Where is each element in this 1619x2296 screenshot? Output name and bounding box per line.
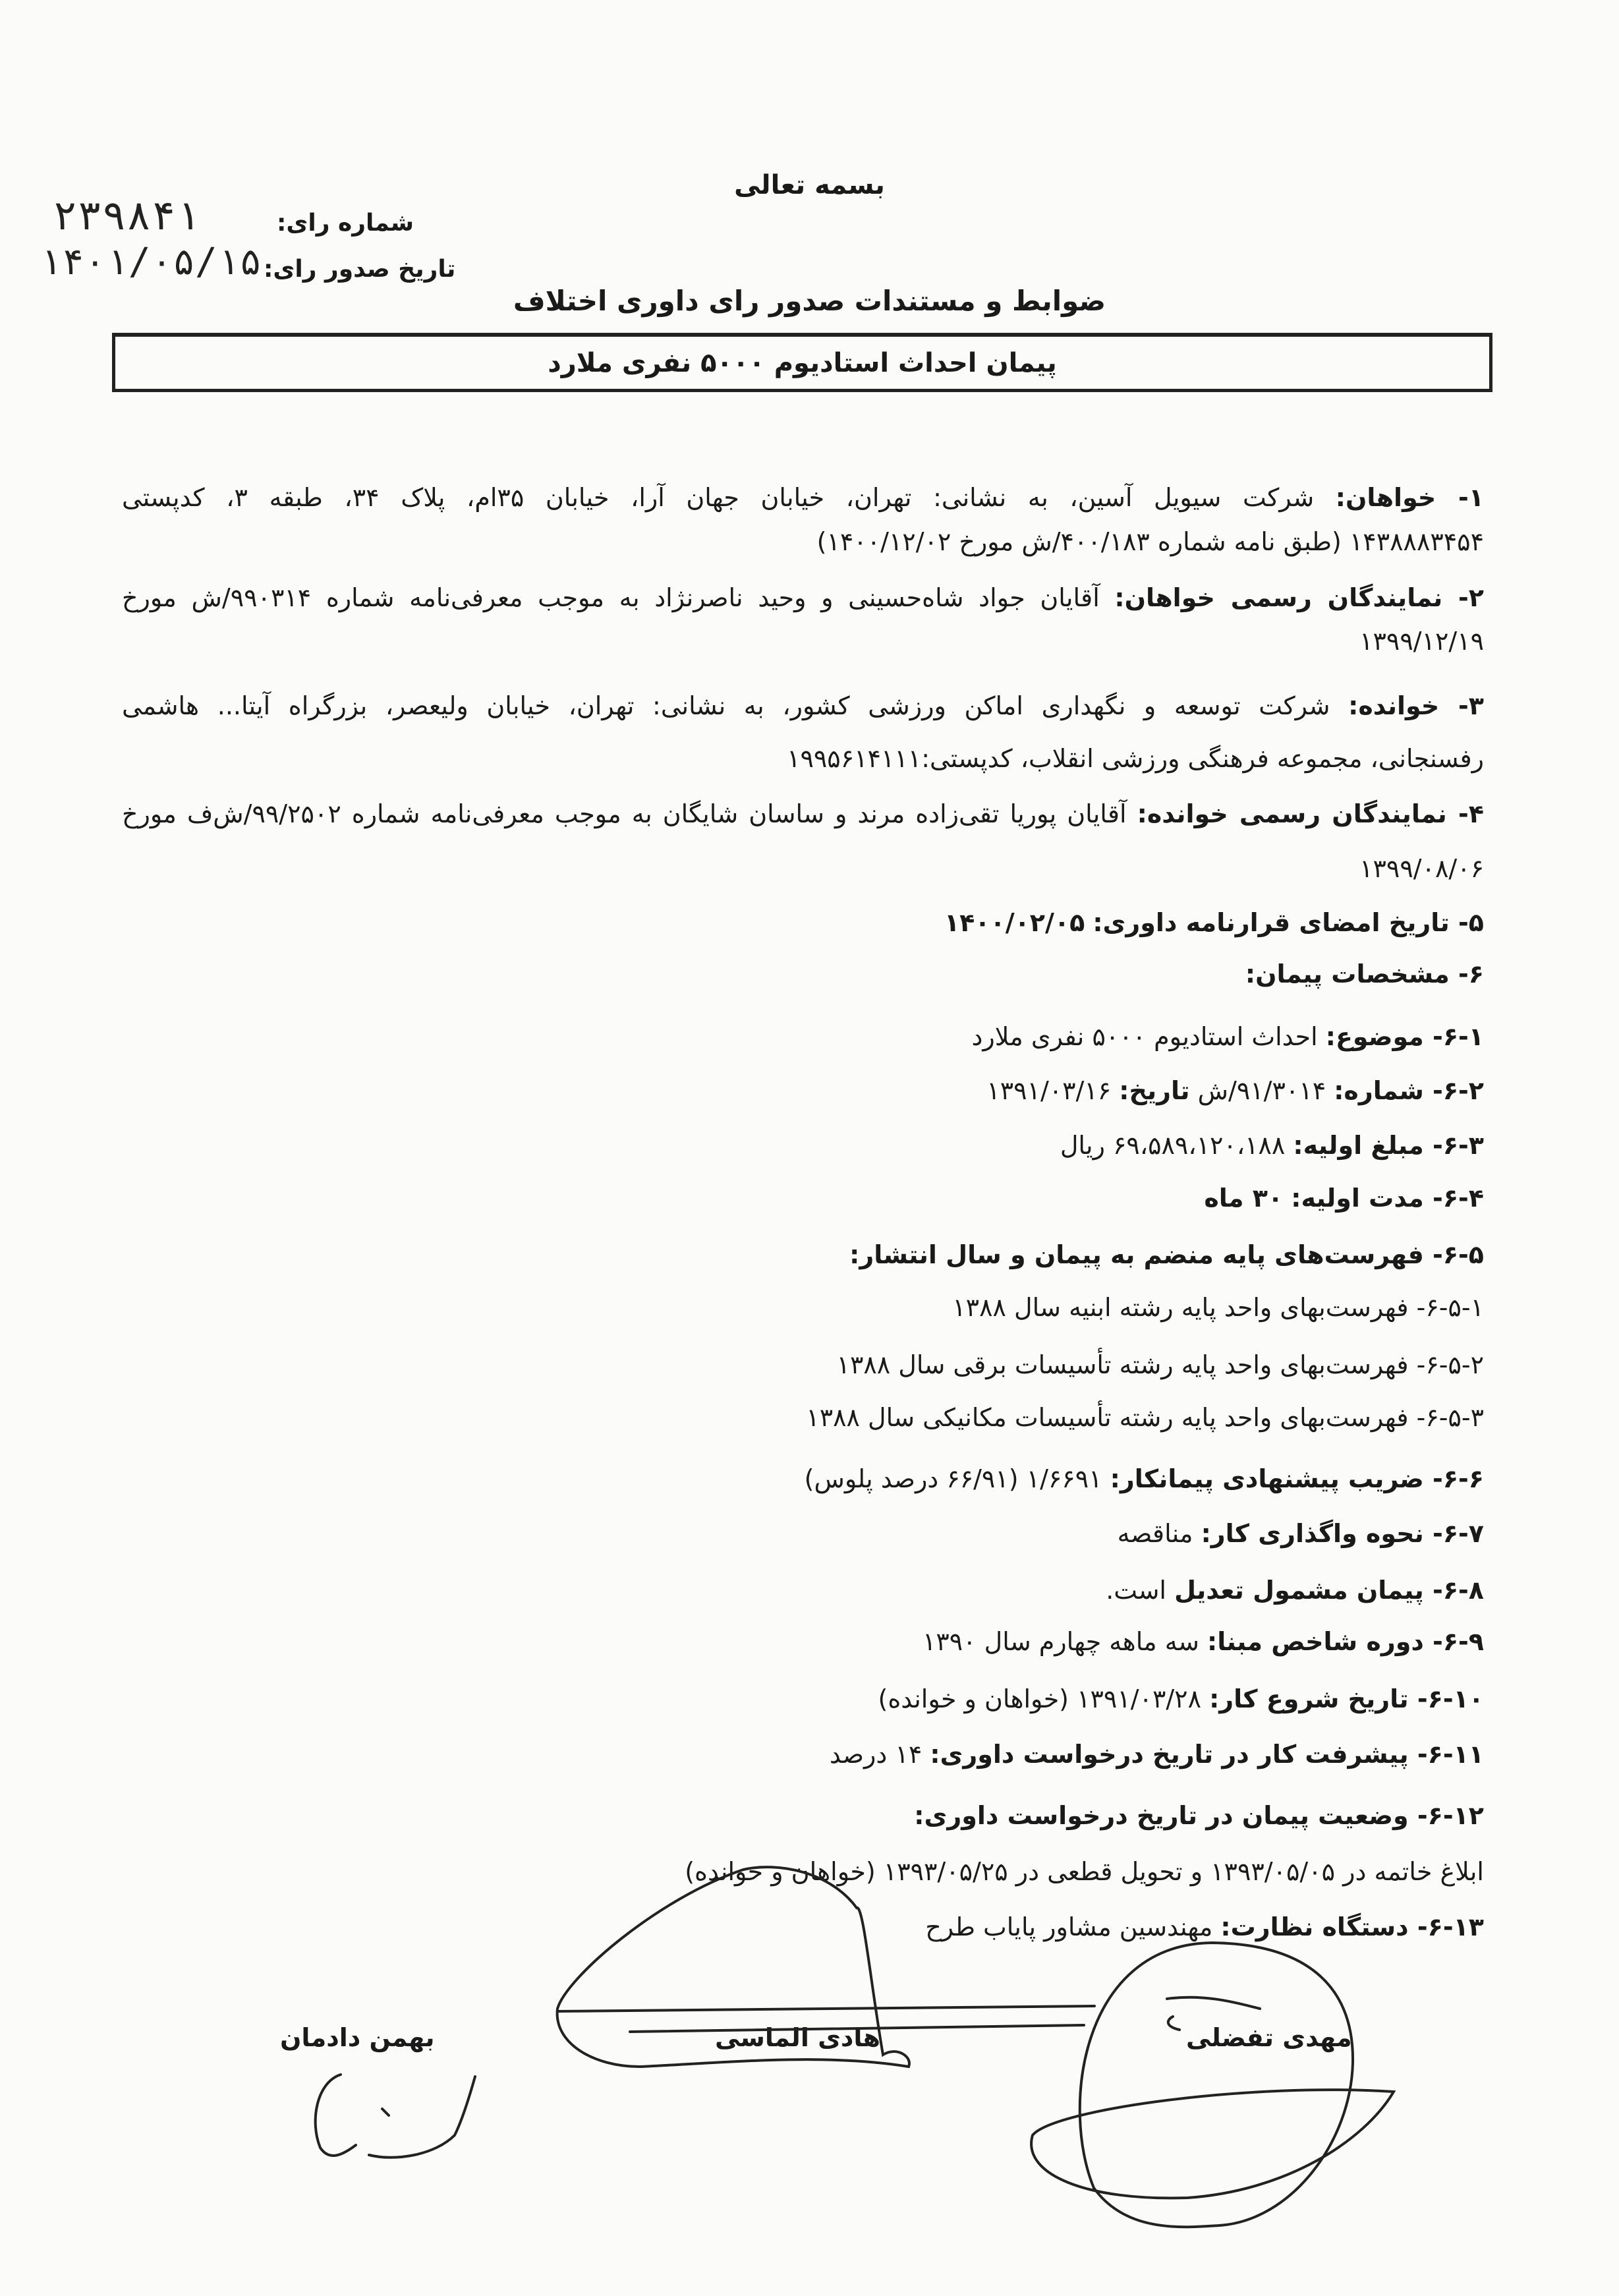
work-progress (830, 1735, 1484, 1774)
amount-value: ۶۹،۵۸۹،۱۲۰،۱۸۸ ریال (1060, 1131, 1286, 1160)
claimant-reps-label: ۲- نمایندگان رسمی خواهان: (1114, 583, 1484, 612)
progress-value: ۱۴ درصد (829, 1740, 923, 1769)
claimant-reps-text: آقایان جواد شاه‌حسینی و وحید ناصرنژاد به موجب معرفی‌نامه شماره ۹۹۰۳۱۴/ش مورخ (122, 583, 1100, 612)
base-index-period (923, 1622, 1484, 1661)
agreement-date-value: ۱۴۰۰/۰۲/۰۵ (944, 908, 1085, 937)
respondent-line-2: رفسنجانی، مجموعه فرهنگی ورزشی انقلاب، کدپستی:۱۹۹۵۶۱۴۱۱۱ (787, 744, 1484, 773)
respondent-line-1 (122, 686, 1484, 726)
price-lists-heading (849, 1235, 1484, 1275)
invocation: بسمه تعالی (734, 170, 885, 200)
coefficient-value: ۱/۶۶۹۱ (۶۶/۹۱ درصد پلوس) (804, 1464, 1102, 1493)
respondent-reps-line-1 (122, 794, 1484, 834)
ruling-number-value: ۲۳۹۸۴۱ (53, 191, 200, 239)
supervisor-value: مهندسین مشاور پایاب طرح (925, 1912, 1213, 1941)
ruling-date-label: تاریخ صدور رای: (264, 256, 456, 283)
amount-label: ۶-۳- مبلغ اولیه: (1293, 1131, 1484, 1160)
price-list-item: ۶-۵-۱- فهرست‌بهای واحد پایه رشته ابنیه سال ۱۳۸۸ (952, 1293, 1484, 1322)
price-lists-label: ۶-۵- فهرست‌های پایه منضم به پیمان و سال انتشار: (849, 1240, 1484, 1269)
base-index-value: سه ماهه چهارم سال ۱۳۹۰ (922, 1627, 1199, 1656)
claimant-reps-line-2: ۱۳۹۹/۱۲/۱۹ (1359, 627, 1484, 656)
claimant-reps-line-1 (122, 578, 1484, 617)
agreement-date-label: ۵- تاریخ امضای قرارنامه داوری: (1093, 908, 1484, 937)
claimant-label: ۱- خواهان: (1335, 483, 1485, 512)
date-value: ۱۳۹۱/۰۳/۱۶ (986, 1076, 1112, 1105)
award-method-value: مناقصه (1117, 1519, 1193, 1548)
contract-specs-label: ۶- مشخصات پیمان: (1245, 960, 1484, 989)
status-label: ۶-۱۲- وضعیت پیمان در تاریخ درخواست داوری: (914, 1801, 1484, 1830)
award-method-label: ۶-۷- نحوه واگذاری کار: (1201, 1519, 1484, 1548)
arbitration-agreement-date (944, 903, 1484, 942)
start-date-value: ۱۳۹۱/۰۳/۲۸ (خواهان و خوانده) (878, 1684, 1201, 1713)
respondent-reps-line-2: ۱۳۹۹/۰۸/۰۶ (1359, 854, 1484, 883)
contract-title: پیمان احداث استادیوم ۵۰۰۰ نفری ملارد (548, 348, 1057, 378)
contract-title-box (112, 333, 1492, 392)
base-index-label: ۶-۹- دوره شاخص مبنا: (1207, 1627, 1484, 1656)
contract-number (986, 1071, 1484, 1110)
duration-label: ۶-۴- مدت اولیه: (1291, 1184, 1484, 1213)
subject-value: احداث استادیوم ۵۰۰۰ نفری ملارد (971, 1022, 1318, 1051)
contract-status-heading (914, 1796, 1484, 1835)
signatory-name: بهمن دادمان (280, 2023, 435, 2052)
document-title: ضوابط و مستندات صدور رای داوری اختلاف (513, 285, 1106, 317)
contract-subject (971, 1017, 1484, 1056)
adjustment-label: ۶-۸- پیمان مشمول تعدیل (1174, 1576, 1484, 1605)
signatory-name: مهدی تفضلی (1186, 2023, 1352, 2052)
claimant-text: شرکت سیویل آسین، به نشانی: تهران، خیابان جهان آرا، خیابان ۳۵ام، پلاک ۳۴، طبقه ۳، کدپستی (122, 483, 1315, 512)
price-list-item: ۶-۵-۳- فهرست‌بهای واحد پایه رشته تأسیسات مکانیکی سال ۱۳۸۸ (806, 1403, 1484, 1432)
price-list-item: ۶-۵-۲- فهرست‌بهای واحد پایه رشته تأسیسات برقی سال ۱۳۸۸ (836, 1350, 1484, 1379)
contract-specs-heading (1245, 954, 1484, 994)
subject-label: ۶-۱- موضوع: (1325, 1022, 1484, 1051)
start-date-label: ۶-۱۰- تاریخ شروع کار: (1209, 1684, 1484, 1713)
adjustment-value: است. (1106, 1576, 1166, 1605)
respondent-reps-label: ۴- نمایندگان رسمی خوانده: (1137, 799, 1484, 828)
claimant-line-2: ۱۴۳۸۸۸۳۴۵۴ (طبق نامه شماره ۴۰۰/۱۸۳/ش مورخ ۱۴۰۰/۱۲/۰۲) (816, 527, 1484, 556)
duration-value: ۳۰ ماه (1204, 1184, 1284, 1213)
supervisor-label: ۶-۱۳- دستگاه نظارت: (1220, 1912, 1484, 1941)
signature-tafazoli (1031, 1943, 1394, 2227)
award-method (1118, 1514, 1484, 1553)
respondent-reps-text: آقایان پوریا تقی‌زاده مرند و ساسان شایگان به موجب معرفی‌نامه شماره ۹۹/۲۵۰۲/ش‌ف مورخ (122, 799, 1127, 828)
contractor-coefficient (805, 1459, 1484, 1499)
progress-label: ۶-۱۱- پیشرفت کار در تاریخ درخواست داوری: (930, 1740, 1484, 1769)
date-label: تاریخ: (1119, 1076, 1190, 1105)
coefficient-label: ۶-۶- ضریب پیشنهادی پیمانکار: (1110, 1464, 1484, 1493)
respondent-label: ۳- خوانده: (1348, 691, 1484, 720)
initial-duration (1204, 1178, 1484, 1218)
claimant-line-1 (122, 478, 1484, 517)
signatory-name: هادی الماسی (715, 2023, 881, 2052)
adjustment-clause (1106, 1570, 1484, 1610)
number-label: ۶-۲- شماره: (1334, 1076, 1484, 1105)
start-date (878, 1679, 1484, 1719)
ruling-number-label: شماره رای: (277, 210, 414, 237)
contract-status-value: ابلاغ خاتمه در ۱۳۹۳/۰۵/۰۵ و تحویل قطعی در ۱۳۹۳/۰۵/۲۵ (خواهان و خوانده) (685, 1857, 1484, 1886)
signature-dadman (316, 2075, 475, 2158)
number-value: ۹۱/۳۰۱۴/ش (1197, 1076, 1326, 1105)
ruling-date-value: ۱۴۰۱/۰۵/۱۵ (40, 241, 262, 283)
supervisor (925, 1907, 1484, 1947)
initial-amount (1060, 1126, 1484, 1165)
respondent-text: شرکت توسعه و نگهداری اماکن ورزشی کشور، به نشانی: تهران، خیابان ولیعصر، بزرگراه آیتا... هاشمی (122, 691, 1330, 720)
